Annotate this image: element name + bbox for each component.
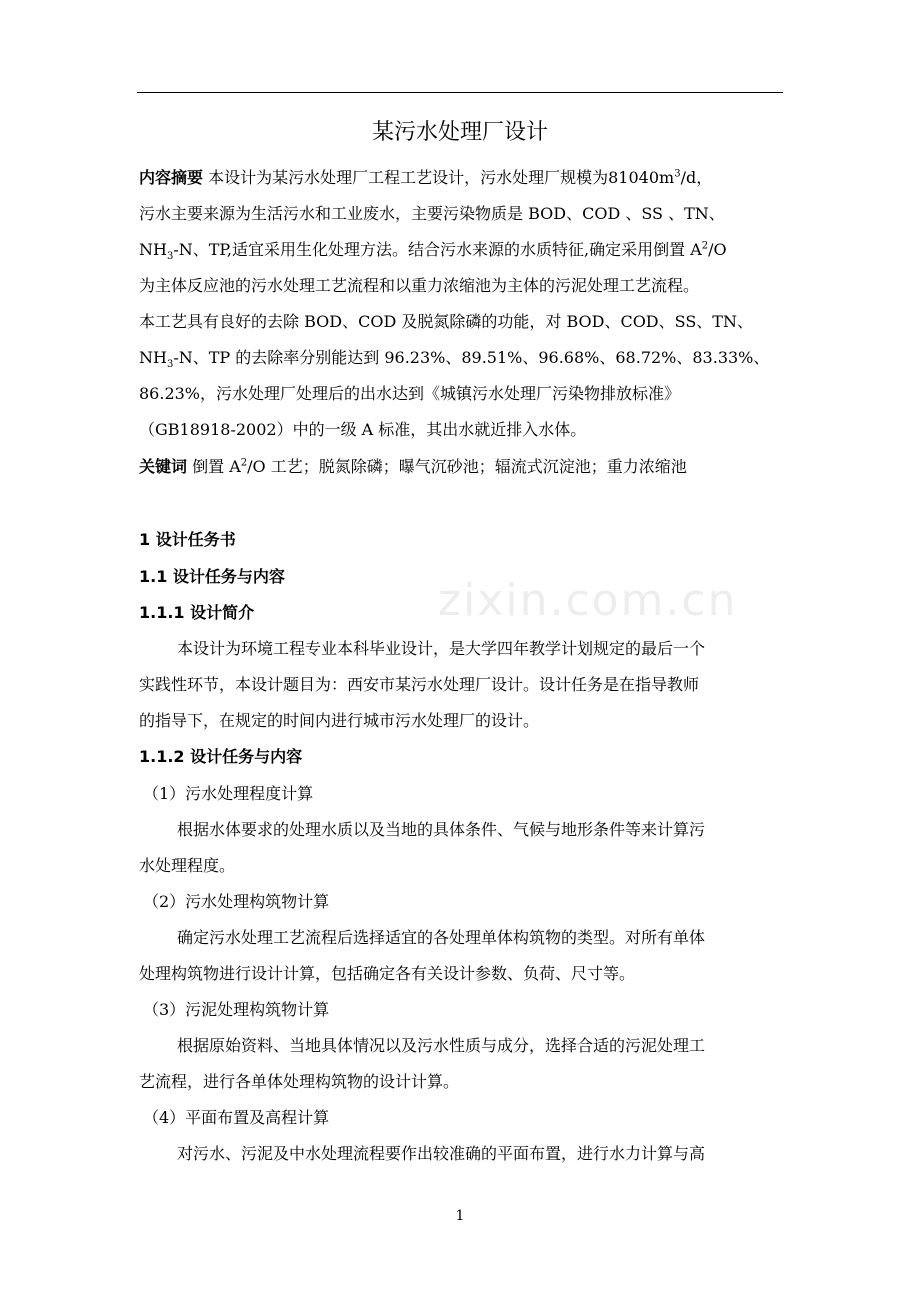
paragraph-line: 根据水体要求的处理水质以及当地的具体条件、气候与地形条件等来计算污 [177, 820, 706, 839]
item-4-title: （4）平面布置及高程计算 [143, 1108, 330, 1127]
paragraph-line: 水处理程度。 [139, 856, 236, 875]
section-1-heading: 1 设计任务书 [139, 530, 236, 549]
abstract-line-1: 内容摘要 本设计为某污水处理厂工程工艺设计，污水处理厂规模为$81040m^3/d$， [139, 168, 713, 187]
paragraph-line: 处理构筑物进行设计计算，包括确定各有关设计参数、负荷、尺寸等。 [139, 964, 636, 983]
paragraph-line: 根据原始资料、当地具体情况以及污水性质与成分，选择合适的污泥处理工 [177, 1036, 706, 1055]
page-number: 1 [455, 1208, 465, 1224]
item-3-title: （3）污泥处理构筑物计算 [143, 1000, 330, 1019]
header-rule [137, 92, 783, 93]
section-1-1-1-heading: 1.1.1 设计简介 [139, 603, 255, 622]
abstract-line-8: （GB18918-2002）中的一级 A 标准，其出水就近排入水体。 [139, 420, 587, 439]
abstract-line-2: 污水主要来源为生活污水和工业废水，主要污染物质是 BOD、COD 、SS 、TN、 [139, 204, 725, 223]
watermark: zixin.com.cn [438, 575, 738, 626]
document-title: 某污水处理厂设计 [371, 120, 548, 145]
section-1-1-2-heading: 1.1.2 设计任务与内容 [139, 747, 303, 766]
abstract-line-7: 86.23%，污水处理厂处理后的出水达到《城镇污水处理厂污染物排放标准》 [139, 384, 681, 403]
keywords-line: 关键词 倒置 $A^2/O$ 工艺；脱氮除磷；曝气沉砂池；辐流式沉淀池；重力浓缩池 [139, 457, 687, 476]
item-1-title: （1）污水处理程度计算 [143, 784, 314, 803]
abstract-line-4: 为主体反应池的污水处理工艺流程和以重力浓缩池为主体的污泥处理工艺流程。 [139, 276, 700, 295]
paragraph-line: 确定污水处理工艺流程后选择适宜的各处理单体构筑物的类型。对所有单体 [177, 928, 706, 947]
paragraph-line: 本设计为环境工程专业本科毕业设计，是大学四年教学计划规定的最后一个 [177, 639, 706, 658]
paragraph-line: 的指导下，在规定的时间内进行城市污水处理厂的设计。 [139, 711, 540, 730]
item-2-title: （2）污水处理构筑物计算 [143, 892, 330, 911]
keywords-label: 关键词 [139, 457, 188, 476]
abstract-label: 内容摘要 [139, 168, 204, 187]
paragraph-line: 对污水、污泥及中水处理流程要作出较准确的平面布置，进行水力计算与高 [177, 1144, 706, 1163]
section-1-1-heading: 1.1 设计任务与内容 [139, 567, 285, 586]
paragraph-line: 艺流程，进行各单体处理构筑物的设计计算。 [139, 1072, 460, 1091]
paragraph-line: 实践性环节，本设计题目为：西安市某污水处理厂设计。设计任务是在指导教师 [139, 675, 700, 694]
abstract-line-6: $NH_3-N$、TP 的去除率分别能达到 96.23%、89.51%、96.68%、68.72%、83.33%、 [139, 348, 770, 371]
abstract-line-5: 本工艺具有良好的去除 BOD、COD 及脱氮除磷的功能，对 BOD、COD、SS、TN、 [139, 312, 753, 331]
abstract-line-3: $NH_3-N$、TP,适宜采用生化处理方法。结合污水来源的水质特征,确定采用倒置 $A^2/O$ [139, 240, 727, 263]
